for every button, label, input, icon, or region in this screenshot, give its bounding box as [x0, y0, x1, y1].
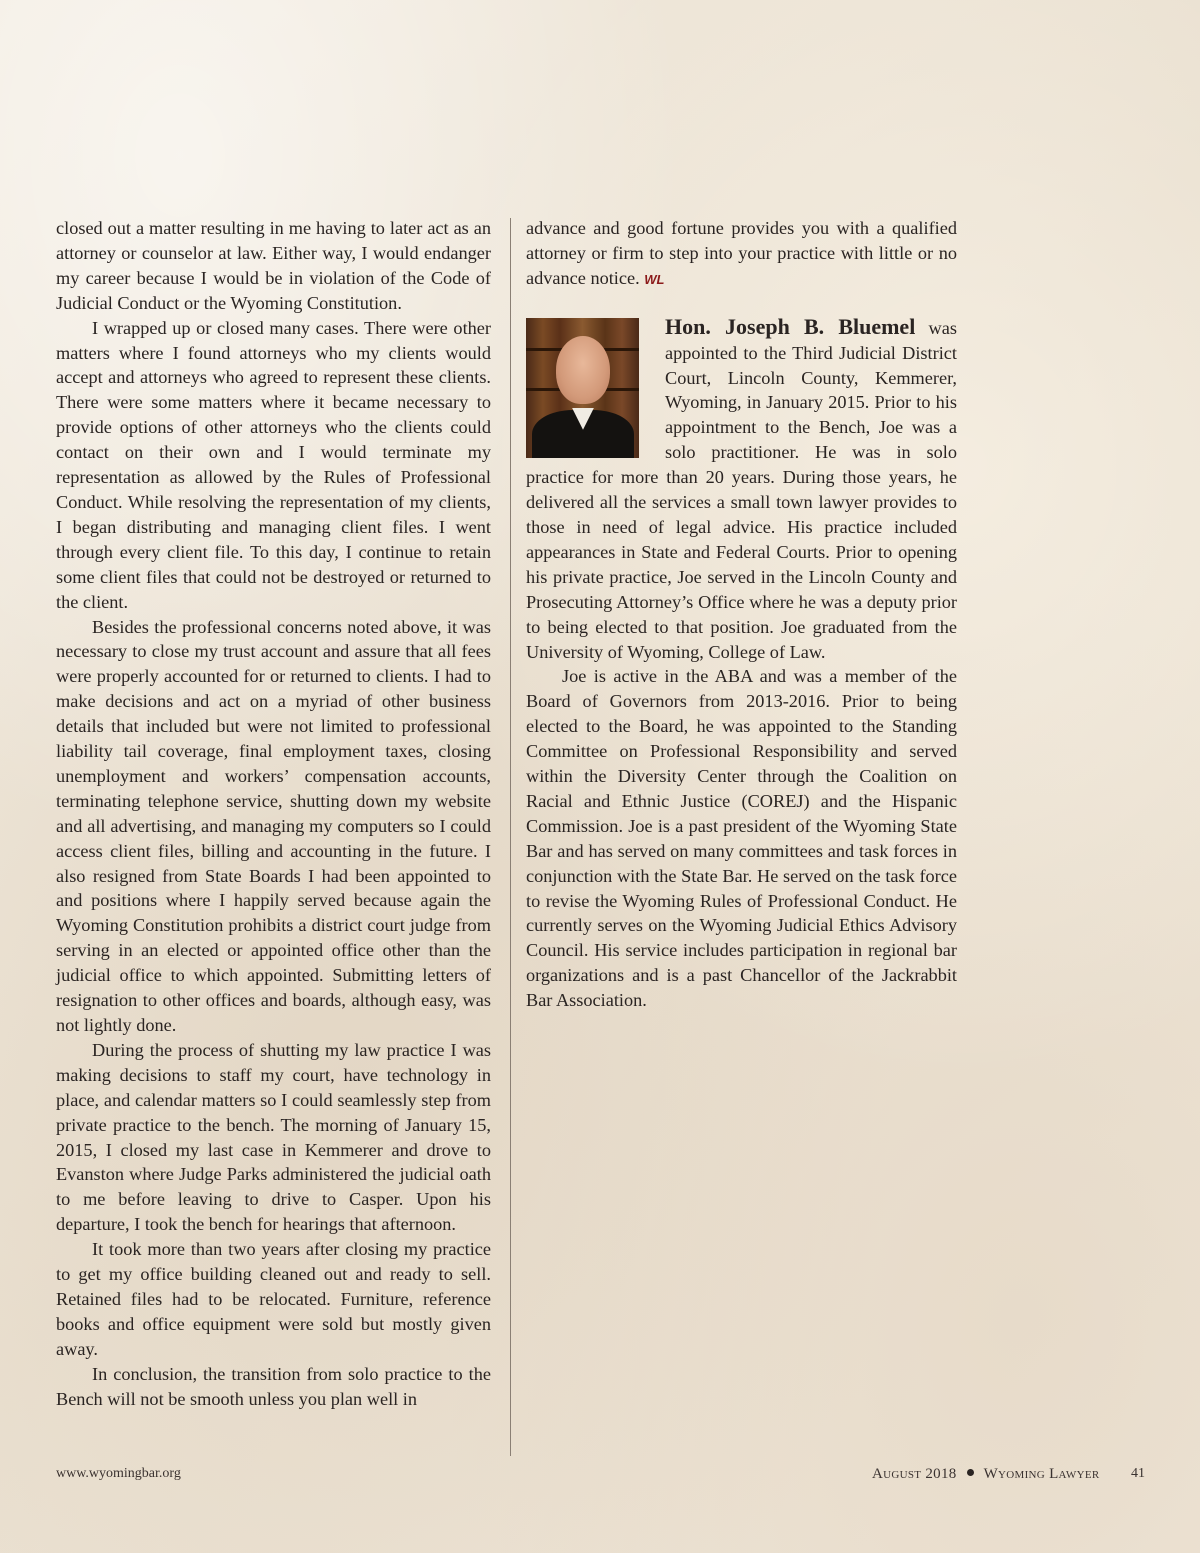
right-column	[526, 216, 957, 1013]
column-divider	[510, 218, 511, 1456]
body-paragraph: I wrapped up or closed many cases. There were other matters where I found attorneys who my clients would accept and attorneys who agreed to represent these clients. There were some matters where it became necessary to provide options of other attorneys who the clients could contact on their own and I would terminate my representation as allowed by the Rules of Professional Conduct. While resolving the representation of my clients, I began distributing and managing client files. I went through every client file. To this day, I continue to retain some client files that could not be destroyed or returned to the client.	[56, 317, 491, 612]
footer-website: www.wyomingbar.org	[56, 1466, 181, 1481]
continuation-paragraph	[526, 216, 957, 293]
author-bio	[526, 315, 957, 1013]
bio-paragraph: Joe is active in the ABA and was a member of the Board of Governors from 2013-2016. Prior to being elected to the Board, he was appointed to the Standing Committee on Professional Responsibility and served within the Diversity Center through the Coalition on Racial and Ethnic Justice (COREJ) and the Hispanic Commission. Joe is a past president of the Wyoming State Bar and has served on many committees and task forces in conjunction with the State Bar. He served on the task force to revise the Wyoming Rules of Professional Conduct. He currently serves on the Wyoming Judicial Ethics Advisory Council. His service includes participation in regional bar organizations and is a past Chancellor of the Jackrabbit Bar Association.	[526, 666, 957, 1011]
bio-intro-text: was appointed to the Third Judicial District Court, Lincoln County, Kemmerer, Wyoming, in January 2015. Prior to his appointment to the Bench, Joe was a solo practitioner. He was in solo practice for more than 20 years. During those years, he delivered all the services a small town lawyer provides to those in need of legal advice. His practice included appearances in State and Federal Courts. Prior to opening his private practice, Joe served in the Lincoln County and Prosecuting Attorney’s Office where he was a deputy prior to being elected to that position. Joe graduated from the University of Wyoming, College of Law.	[526, 317, 957, 662]
footer-publication: Wyoming Lawyer	[983, 1466, 1100, 1482]
continuation-text: advance and good fortune provides you with a qualified attorney or firm to step into your practice with little or no advance notice.	[526, 218, 957, 288]
body-paragraph: During the process of shutting my law practice I was making decisions to staff my court, have technology in place, and calendar matters so I could seamlessly step from private practice to the bench. The morning of January 15, 2015, I closed my last case in Kemmerer and drove to Evanston where Judge Parks administered the judicial oath to me before leaving to drive to Casper. Upon his departure, I took the bench for hearings that afternoon.	[56, 1039, 491, 1235]
author-name: Hon. Joseph B. Bluemel	[665, 313, 916, 339]
body-paragraph: It took more than two years after closing my practice to get my office building cleaned out and ready to sell. Retained files had to be relocated. Furniture, reference books and office equipment were sold but mostly given away.	[56, 1239, 491, 1359]
left-column	[56, 216, 491, 1412]
author-photo	[526, 318, 639, 458]
footer-issue-info	[872, 1466, 1100, 1483]
page-number: 41	[1131, 1466, 1145, 1481]
body-paragraph: Besides the professional concerns noted above, it was necessary to close my trust account and assure that all fees were properly accounted for or returned to clients. I had to make decisions and act on a myriad of other business details that included but were not limited to professional liability tail coverage, final employment taxes, closing unemployment and workers’ compensation accounts, terminating telephone service, shutting down my website and all advertising, and managing my computers so I could access client files, billing and accounting in the future. I also resigned from State Boards I had been appointed to and positions where I happily served because again the Wyoming Constitution prohibits a district court judge from serving in an elected or appointed office other than the judicial office to which appointed. Submitting letters of resignation to other offices and boards, although easy, was not lightly done.	[56, 616, 491, 1035]
bullet-dot-icon	[967, 1469, 974, 1476]
wl-end-mark: WL	[644, 271, 665, 287]
body-paragraph: closed out a matter resulting in me having to later act as an attorney or counselor at law. Either way, I would endanger my career because I would be in violation of the Code of Judicial Conduct or the Wyoming Constitution.	[56, 218, 491, 313]
body-paragraph: In conclusion, the transition from solo practice to the Bench will not be smooth unless you plan well in	[56, 1363, 491, 1409]
footer-issue: August 2018	[872, 1466, 957, 1482]
